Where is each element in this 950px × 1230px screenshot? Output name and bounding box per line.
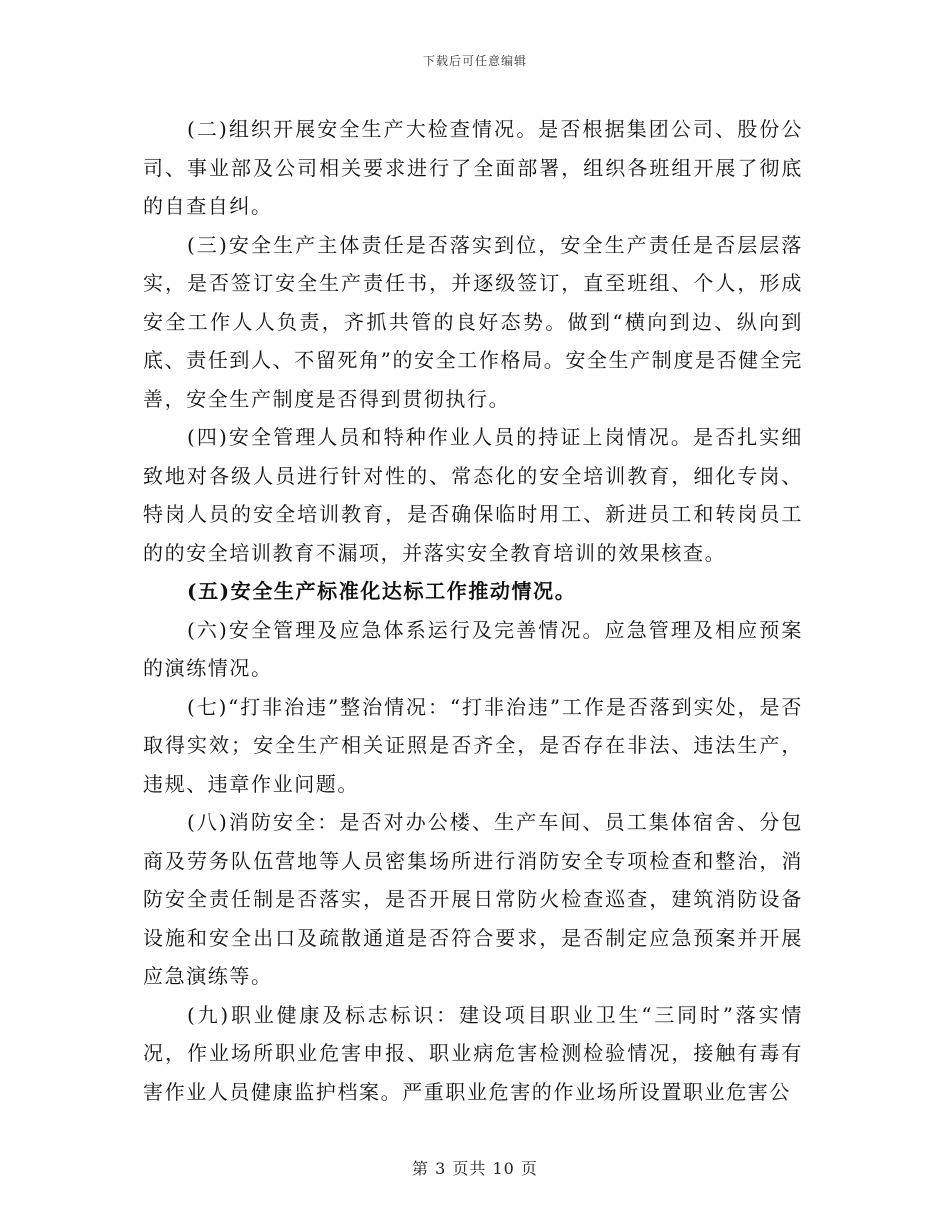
page-header: 下载后可任意编辑: [422, 54, 527, 68]
paragraph-2: (二)组织开展安全生产大检查情况。是否根据集团公司、股份公司、事业部及公司相关要求进行了全面部署，组织各班组开展了彻底的自查自纠。: [143, 117, 803, 218]
paragraph-4: (四)安全管理人员和特种作业人员的持证上岗情况。是否扎实细致地对各级人员进行针对性的、常态化的安全培训教育，细化专岗、特岗人员的安全培训教育，是否确保临时用工、新进员工和转岗员工的的安全培训教育不漏项，并落实安全教育培训的效果核查。: [143, 425, 803, 565]
document-body: [143, 110, 803, 1111]
paragraph-3: (三)安全生产主体责任是否落实到位，安全生产责任是否层层落实，是否签订安全生产责任书，并逐级签订，直至班组、个人，形成安全工作人人负责，齐抓共管的良好态势。做到“横向到边、纵向到底、责任到人、不留死角”的安全工作格局。安全生产制度是否健全完善，安全生产制度是否得到贯彻执行。: [143, 232, 803, 411]
paragraph-7: (七)“打非治违”整治情况：“打非治违”工作是否落到实处，是否取得实效；安全生产相关证照是否齐全，是否存在非法、违法生产，违规、违章作业问题。: [143, 694, 803, 796]
paragraph-5: (五)安全生产标准化达标工作推动情况。: [187, 579, 577, 603]
paragraph-8: (八)消防安全：是否对办公楼、生产车间、员工集体宿舍、分包商及劳务队伍营地等人员密集场所进行消防安全专项检查和整治，消防安全责任制是否落实，是否开展日常防火检查巡查，建筑消防设备设施和安全出口及疏散通道是否符合要求，是否制定应急预案并开展应急演练等。: [143, 810, 803, 988]
paragraph-6: (六)安全管理及应急体系运行及完善情况。应急管理及相应预案的演练情况。: [143, 617, 803, 680]
page-number-footer: 第 3 页共 10 页: [412, 1159, 538, 1178]
paragraph-9: (九)职业健康及标志标识：建设项目职业卫生“三同时”落实情况，作业场所职业危害申报、职业病危害检测检验情况，接触有毒有害作业人员健康监护档案。严重职业危害的作业场所设置职业危害公: [143, 1002, 803, 1104]
